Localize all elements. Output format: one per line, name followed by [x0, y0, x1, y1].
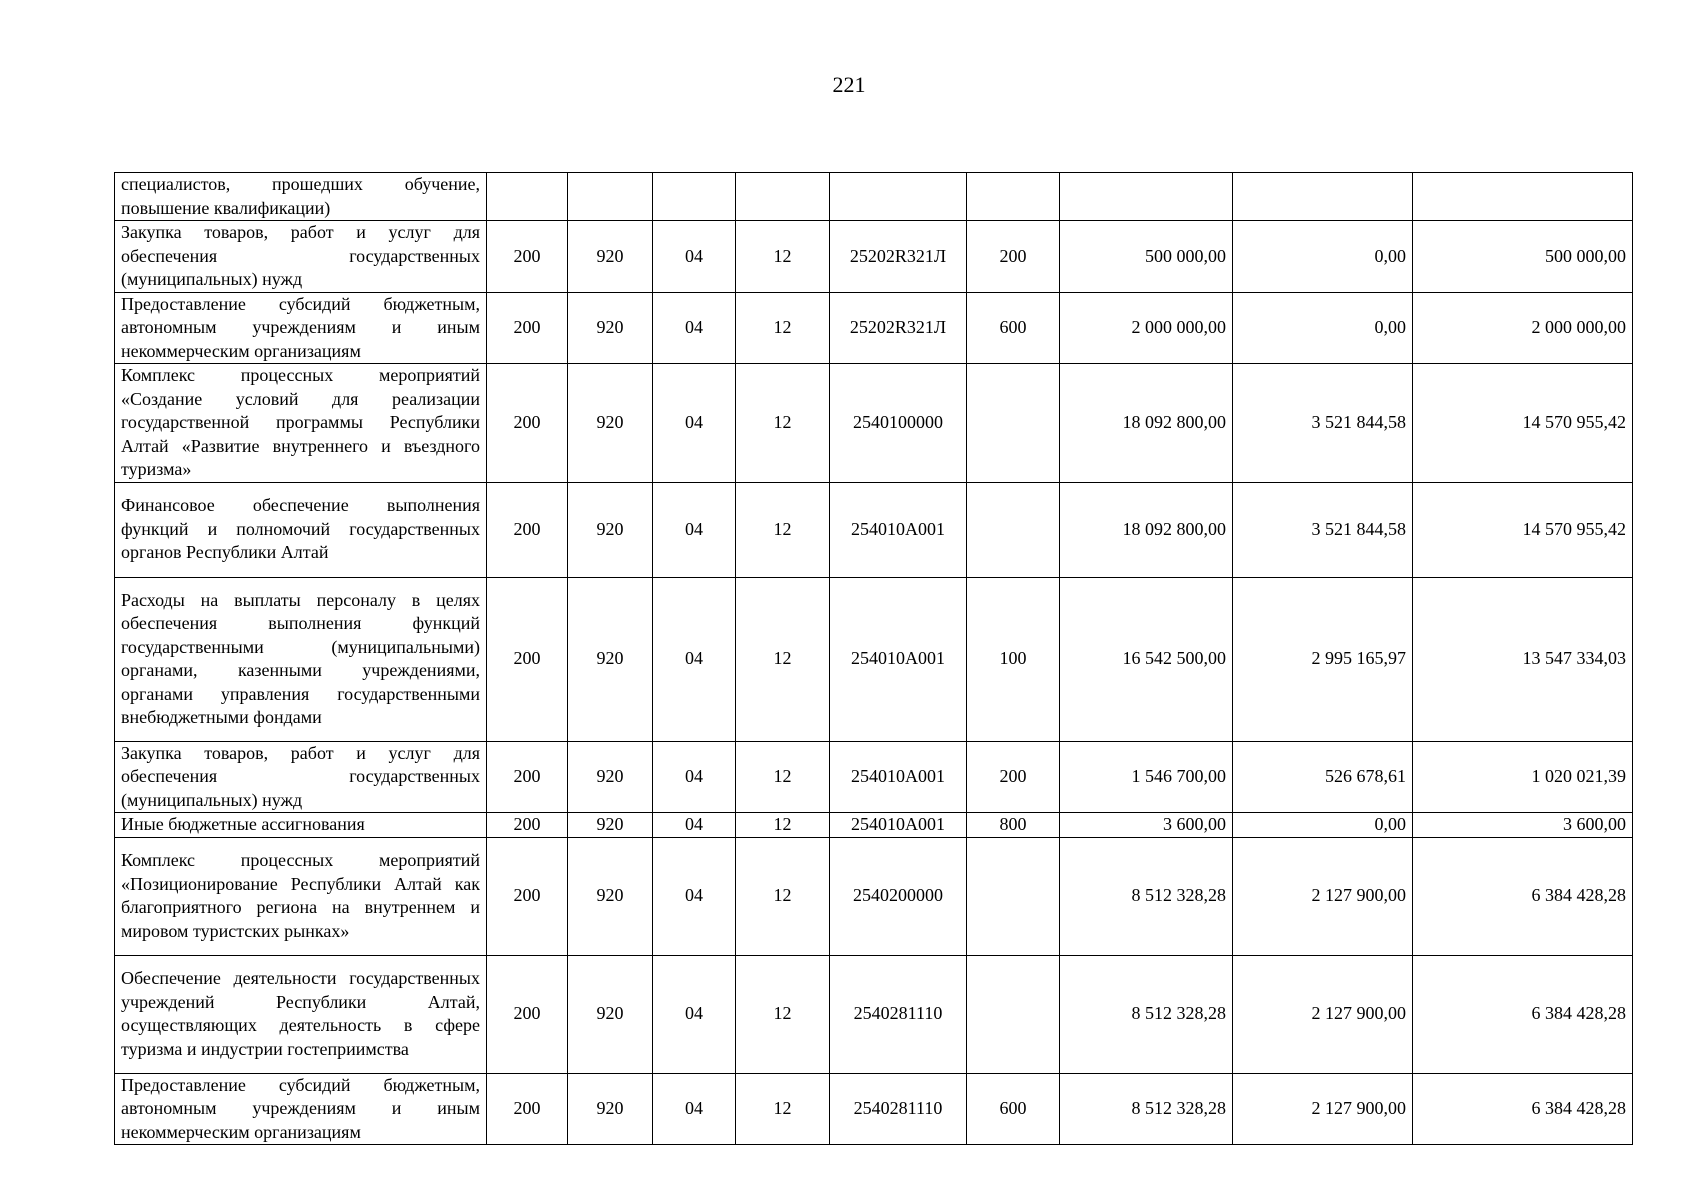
cell-value-3: 6 384 428,28 [1413, 955, 1633, 1073]
cell-4: 12 [736, 955, 830, 1073]
cell-value-1 [1060, 173, 1233, 221]
row-description: Предоставление субсидий бюджетным, автономным учреждениям и иным некоммерческим организациям [115, 1073, 487, 1145]
cell-1: 200 [487, 292, 568, 364]
table-row [115, 955, 1633, 1073]
cell-value-3: 14 570 955,42 [1413, 364, 1633, 483]
cell-value-1: 16 542 500,00 [1060, 577, 1233, 741]
cell-value-3: 13 547 334,03 [1413, 577, 1633, 741]
cell-code: 254010A001 [830, 813, 967, 838]
cell-4: 12 [736, 837, 830, 955]
cell-value-1: 500 000,00 [1060, 221, 1233, 293]
table-row [115, 813, 1633, 838]
cell-value-1: 3 600,00 [1060, 813, 1233, 838]
cell-value-3: 1 020 021,39 [1413, 741, 1633, 813]
cell-type [967, 837, 1060, 955]
cell-code: 2540200000 [830, 837, 967, 955]
cell-value-2: 2 127 900,00 [1233, 955, 1413, 1073]
cell-4: 12 [736, 813, 830, 838]
cell-type: 800 [967, 813, 1060, 838]
cell-value-3: 500 000,00 [1413, 221, 1633, 293]
cell-1: 200 [487, 364, 568, 483]
table-row [115, 221, 1633, 293]
cell-type: 100 [967, 577, 1060, 741]
cell-value-2: 3 521 844,58 [1233, 364, 1413, 483]
cell-3: 04 [653, 837, 736, 955]
row-description: Комплекс процессных мероприятий «Позиционирование Республики Алтай как благоприятного региона на внутреннем и мировом туристских рынках» [115, 837, 487, 955]
cell-type: 600 [967, 1073, 1060, 1145]
cell-value-2: 3 521 844,58 [1233, 482, 1413, 577]
cell-code: 2540100000 [830, 364, 967, 483]
cell-value-1: 8 512 328,28 [1060, 1073, 1233, 1145]
table-row [115, 173, 1633, 221]
cell-value-2: 0,00 [1233, 813, 1413, 838]
cell-value-2: 0,00 [1233, 292, 1413, 364]
cell-value-3: 14 570 955,42 [1413, 482, 1633, 577]
cell-4: 12 [736, 577, 830, 741]
cell-type: 200 [967, 741, 1060, 813]
page-number: 221 [832, 72, 866, 97]
cell-type: 600 [967, 292, 1060, 364]
cell-3: 04 [653, 577, 736, 741]
cell-type [967, 364, 1060, 483]
cell-3: 04 [653, 364, 736, 483]
cell-3: 04 [653, 221, 736, 293]
cell-3 [653, 173, 736, 221]
row-description: Закупка товаров, работ и услуг для обеспечения государственных (муниципальных) нужд [115, 741, 487, 813]
row-description: Комплекс процессных мероприятий «Создание условий для реализации государственной программы Республики Алтай «Развитие внутреннего и въездного туризма» [115, 364, 487, 483]
cell-value-1: 1 546 700,00 [1060, 741, 1233, 813]
cell-2 [568, 173, 653, 221]
cell-4: 12 [736, 364, 830, 483]
budget-table [114, 172, 1633, 1145]
cell-1 [487, 173, 568, 221]
cell-type: 200 [967, 221, 1060, 293]
cell-3: 04 [653, 813, 736, 838]
cell-code: 254010A001 [830, 741, 967, 813]
cell-code: 25202R321Л [830, 292, 967, 364]
cell-2: 920 [568, 292, 653, 364]
cell-2: 920 [568, 221, 653, 293]
cell-code: 254010A001 [830, 577, 967, 741]
cell-4 [736, 173, 830, 221]
cell-3: 04 [653, 955, 736, 1073]
cell-1: 200 [487, 955, 568, 1073]
cell-value-2: 0,00 [1233, 221, 1413, 293]
cell-code: 2540281110 [830, 955, 967, 1073]
row-description: Закупка товаров, работ и услуг для обеспечения государственных (муниципальных) нужд [115, 221, 487, 293]
cell-value-3: 3 600,00 [1413, 813, 1633, 838]
cell-4: 12 [736, 741, 830, 813]
cell-value-1: 8 512 328,28 [1060, 955, 1233, 1073]
row-description: Предоставление субсидий бюджетным, автономным учреждениям и иным некоммерческим организациям [115, 292, 487, 364]
cell-value-2: 2 995 165,97 [1233, 577, 1413, 741]
cell-2: 920 [568, 741, 653, 813]
cell-1: 200 [487, 221, 568, 293]
cell-code: 2540281110 [830, 1073, 967, 1145]
cell-3: 04 [653, 292, 736, 364]
cell-value-2: 526 678,61 [1233, 741, 1413, 813]
cell-value-1: 18 092 800,00 [1060, 482, 1233, 577]
cell-4: 12 [736, 292, 830, 364]
table-row [115, 1073, 1633, 1145]
table-row [115, 577, 1633, 741]
cell-1: 200 [487, 741, 568, 813]
cell-value-3: 6 384 428,28 [1413, 1073, 1633, 1145]
cell-1: 200 [487, 813, 568, 838]
cell-1: 200 [487, 577, 568, 741]
cell-3: 04 [653, 741, 736, 813]
cell-value-1: 2 000 000,00 [1060, 292, 1233, 364]
cell-2: 920 [568, 482, 653, 577]
cell-3: 04 [653, 1073, 736, 1145]
table-row [115, 292, 1633, 364]
cell-1: 200 [487, 1073, 568, 1145]
cell-1: 200 [487, 837, 568, 955]
cell-value-3: 2 000 000,00 [1413, 292, 1633, 364]
cell-value-3 [1413, 173, 1633, 221]
row-description: Иные бюджетные ассигнования [115, 813, 487, 838]
cell-value-2 [1233, 173, 1413, 221]
cell-code [830, 173, 967, 221]
cell-value-1: 18 092 800,00 [1060, 364, 1233, 483]
table-row [115, 364, 1633, 483]
cell-code: 25202R321Л [830, 221, 967, 293]
cell-1: 200 [487, 482, 568, 577]
table-row [115, 837, 1633, 955]
cell-code: 254010A001 [830, 482, 967, 577]
cell-2: 920 [568, 813, 653, 838]
cell-4: 12 [736, 1073, 830, 1145]
cell-2: 920 [568, 577, 653, 741]
cell-4: 12 [736, 482, 830, 577]
cell-3: 04 [653, 482, 736, 577]
row-description: Обеспечение деятельности государственных учреждений Республики Алтай, осуществляющих деятельность в сфере туризма и индустрии гостеприимства [115, 955, 487, 1073]
cell-type [967, 955, 1060, 1073]
cell-value-3: 6 384 428,28 [1413, 837, 1633, 955]
cell-4: 12 [736, 221, 830, 293]
cell-2: 920 [568, 364, 653, 483]
row-description: Финансовое обеспечение выполнения функций и полномочий государственных органов Республики Алтай [115, 482, 487, 577]
row-description: специалистов, прошедших обучение, повышение квалификации) [115, 173, 487, 221]
cell-value-2: 2 127 900,00 [1233, 837, 1413, 955]
table-row [115, 741, 1633, 813]
table-row [115, 482, 1633, 577]
cell-2: 920 [568, 1073, 653, 1145]
cell-value-2: 2 127 900,00 [1233, 1073, 1413, 1145]
cell-value-1: 8 512 328,28 [1060, 837, 1233, 955]
cell-type [967, 482, 1060, 577]
cell-type [967, 173, 1060, 221]
row-description: Расходы на выплаты персоналу в целях обеспечения выполнения функций государственными (муниципальными) органами, казенными учреждениями, органами управления государственными внебюджетными фондами [115, 577, 487, 741]
cell-2: 920 [568, 955, 653, 1073]
cell-2: 920 [568, 837, 653, 955]
